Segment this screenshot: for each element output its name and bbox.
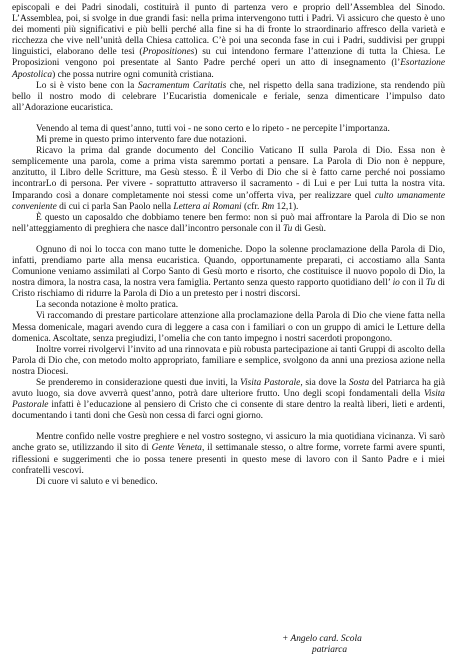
italic-text: Rm	[261, 201, 275, 212]
italic-text: io	[392, 278, 400, 289]
italic-text: Esortazione Apostolica	[12, 58, 445, 80]
text-run: (cfr.	[241, 201, 262, 212]
text-run: ) su cui intendono fermare l’attenzione di tutta la Chiesa. Le Proposizioni vengono poi presentate al Santo Padre perché operi un atto di insegnamento (l’	[12, 47, 445, 69]
text-run: Ricavo la prima dal grande documento del Concilio Vaticano II sulla Parola di Dio. Essa non è semplicemente una parola, come a prima vista saremmo portati a pensare. La Parola di Dio non è neppure, anzitutto, il Libro delle Scritture, ma Gesù stesso. È il Verbo di Dio che si è fatto carne perché noi possiamo incontrarLo di persona. Per vivere - soprattutto attraverso il sacramento - di Lui e per Lui tutta la nostra vita. Imparando così a donare completamente noi stessi come un’offerta viva, per realizzare quel	[12, 146, 445, 201]
text-run: episcopali e dei Padri sinodali, costituirà il punto di partenza vero e proprio dell’Assemblea del Sinodo. L’Assemblea, poi, si svolge in due grandi fasi: nella prima intervengono tutti i Padri. Vi assicuro che questo è uno dei momenti più significativi e più belli perché alla fine si ha di fronte lo straordinario affresco della varietà e ricchezza che vive nell’unità della Chiesa cattolica. C’è poi una seconda fase in cui i Padri, suddivisi per gruppi linguistici, elaborano delle tesi (	[12, 3, 445, 58]
text-run: Ognuno di noi lo tocca con mano tutte le domeniche. Dopo la solenne proclamazione della Parola di Dio, infatti, prendiamo parte alla mensa eucaristica. Quando, opportunamente preparati, ci accostiamo alla Santa Comunione veniamo assimilati al Corpo Santo di Gesù morto e risorto, che costituisce il nuovo popolo di Dio, la nostra dimora, la nostra casa, la nostra vera famiglia. Pertanto senza questo rapporto quotidiano dell’	[12, 244, 445, 289]
italic-text: Sosta	[348, 378, 370, 388]
paragraph	[12, 81, 445, 114]
italic-text: Lettera ai Romani	[173, 201, 242, 212]
italic-text: Visita Pastorale	[12, 389, 445, 411]
text-run: del Patriarca ha già avuto luogo, sia dove avverrà quest’anno, potrà dare ulteriore frutto. Uno degli scopi fondamentali della	[12, 378, 445, 400]
paragraph-spacer	[12, 114, 445, 124]
text-run: Di cuore vi saluto e vi benedico.	[36, 476, 158, 487]
paragraph	[12, 432, 445, 476]
text-run: La seconda notazione è molto pratica.	[36, 300, 179, 311]
italic-text: Sacramentum Caritatis	[137, 80, 227, 91]
paragraph	[12, 245, 445, 300]
text-run: Lo si è visto bene con la	[36, 80, 138, 91]
paragraph-spacer	[12, 235, 445, 245]
text-run: Vi raccomando di prestare particolare attenzione alla proclamazione della Parola di Dio che viene fatta nella Messa domenicale, magari avendo cura di leggere a casa con i familiari o con un gruppo di amici le Letture della domenica. Ascoltate, senza pregiudizi, l’omelia che con tanto impegno i nostri sacerdoti propongono.	[12, 311, 445, 344]
italic-text: culto umanamente conveniente	[12, 190, 445, 212]
italic-text: Tu	[282, 223, 293, 234]
text-run: Mentre confido nelle vostre preghiere e nel vostro sostegno, vi assicuro la mia quotidiana vicinanza. Vi sarò anche grato se, utilizzando il sito di	[12, 432, 445, 454]
paragraph	[12, 300, 445, 311]
paragraph	[12, 477, 445, 488]
signature-title: patriarca	[312, 645, 348, 655]
text-run: 12,1).	[274, 201, 299, 212]
paragraph	[12, 345, 445, 378]
italic-text: Gente Veneta	[151, 443, 202, 454]
italic-text: Tu	[425, 278, 436, 289]
paragraph	[12, 135, 445, 146]
text-run: Se prenderemo in considerazione questi due inviti, la	[36, 378, 240, 388]
text-run: ) che possa nutrire ogni comunità cristiana.	[52, 69, 214, 80]
paragraph	[12, 146, 445, 213]
text-run: , sia dove la	[300, 378, 349, 388]
text-run: Inoltre vorrei rivolgervi l’invito ad una rinnovata e più robusta partecipazione ai tanti Gruppi di ascolto della Parola di Dio che, con metodo molto appropriato, familiare e semplice, svolgono da anni una preziosa azione nella nostra Diocesi.	[12, 344, 445, 377]
paragraph-spacer	[12, 422, 445, 432]
italic-text: Visita Pastorale	[240, 378, 301, 388]
italic-text: Propositiones	[142, 47, 195, 58]
text-run: di Cristo rischiamo di ridurre la Parola di Dio a un pretesto per i nostri discorsi.	[12, 278, 445, 300]
letter-body	[12, 3, 445, 488]
signature-name: + Angelo card. Scola	[282, 634, 362, 644]
text-run: con il	[399, 278, 426, 289]
text-run: che, nel rispetto della sana tradizione, sta rendendo più bello il nostro modo di celebrare l’Eucaristia domenicale e feriale, senza dimenticare l’impulso dato all’Adorazione eucaristica.	[12, 80, 446, 113]
text-run: di Gesù.	[292, 223, 326, 234]
paragraph	[12, 124, 445, 135]
text-run: infatti è l’educazione al pensiero di Cristo che ci consente di stare dentro la realtà liberi, lieti e ardenti, documentando i tanti doni che Gesù non cessa di farci ogni giorno.	[12, 400, 445, 422]
paragraph	[12, 311, 445, 344]
text-run: di cui ci parla San Paolo nella	[56, 201, 174, 212]
text-run: È questo un caposaldo che dobbiamo tenere ben fermo: non si può mai affrontare la Parola di Dio se non nell’atteggiamento di preghiera che nasce dall’incontro personale con il	[12, 212, 445, 234]
paragraph	[12, 3, 445, 81]
text-run: Mi preme in questo primo intervento fare due notazioni.	[36, 135, 247, 146]
paragraph	[12, 378, 445, 422]
text-run: , il settimanale stesso, o altre forme, vorrete farmi avere spunti, riflessioni e suggerimenti che io possa tenere presenti in questo mese di lavoro con il Santo Padre e i miei confratelli vescovi.	[12, 443, 445, 476]
text-run: Venendo al tema di quest’anno, tutti voi - ne sono certo e lo ripeto - ne percepite l’importanza.	[36, 123, 390, 134]
paragraph	[12, 213, 445, 235]
